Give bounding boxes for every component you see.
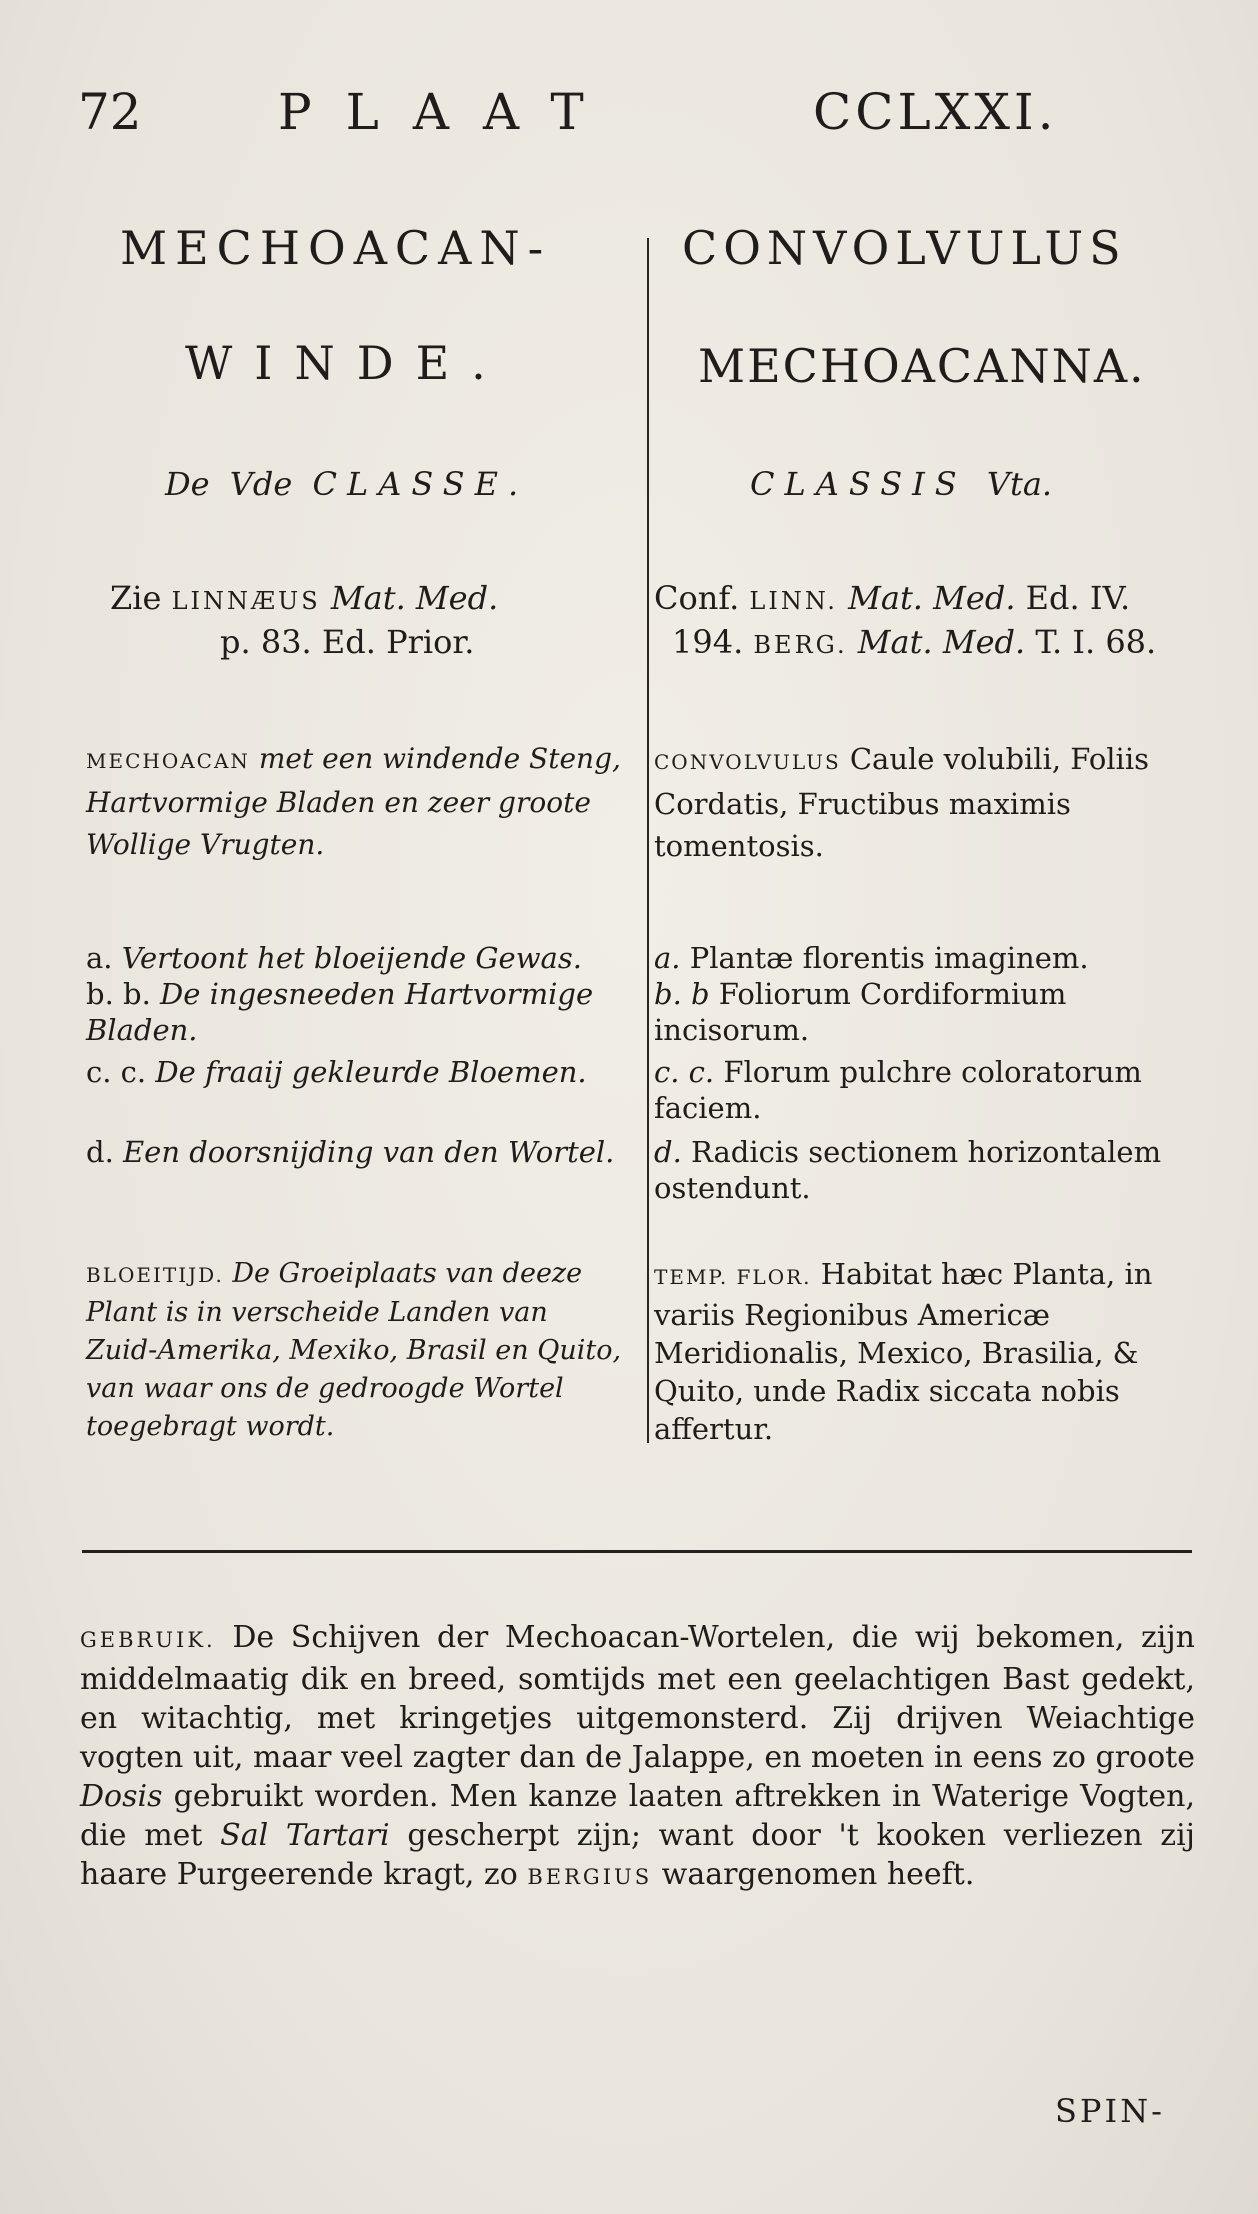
usage-sal-tartari: Sal Tartari [220, 1818, 390, 1853]
dutch-reference-line1 [110, 578, 498, 621]
dutch-desc-genus: MECHOACAN [86, 749, 250, 773]
item-text: Florum pulchre coloratorum faciem. [654, 1055, 1142, 1125]
dutch-ref-see: Zie [110, 579, 162, 617]
latin-desc-genus: CONVOLVULUS [654, 750, 841, 774]
item-text: Een doorsnijding van den Wortel. [123, 1135, 615, 1169]
dutch-description [86, 738, 626, 866]
plate-numeral: CCLXXI. [813, 83, 1058, 141]
usage-text-3: gescherpt zijn; want door 't kooken verliezen zij haare Purgeerende kragt, zo [80, 1818, 1195, 1892]
dutch-classe-prefix: De [165, 465, 210, 503]
latin-ref-matmed: Mat. Med. [848, 579, 1016, 617]
item-key: b. b [654, 977, 710, 1011]
dutch-item-d [86, 1134, 626, 1170]
dutch-title-line2: WINDE. [185, 336, 508, 390]
dutch-classe-word: CLASSE. [312, 465, 529, 503]
latin-classis [750, 465, 1052, 503]
section-divider [82, 1550, 1192, 1553]
item-key: a. [86, 941, 113, 975]
latin-ref-page: 194. [672, 623, 744, 661]
dutch-classe-num: Vde [229, 465, 293, 503]
latin-ref-tome: T. I. 68. [1035, 623, 1157, 661]
catchword: SPIN- [1055, 2092, 1165, 2130]
latin-flowering [654, 1255, 1199, 1448]
latin-item-a [654, 940, 1199, 976]
latin-ref-linn: LINN. [749, 587, 838, 615]
column-divider [647, 238, 649, 1443]
latin-item-c [654, 1054, 1199, 1126]
dutch-item-c [86, 1054, 626, 1090]
item-key: b. b. [86, 977, 151, 1011]
usage-bergius: BERGIUS [527, 1865, 653, 1889]
page-header [78, 82, 1198, 152]
plate-label: PLAAT [278, 83, 618, 141]
dutch-reference-line2: p. 83. Ed. Prior. [220, 623, 475, 661]
latin-reference-line2 [672, 622, 1156, 665]
usage-text-4: waargenomen heeft. [661, 1857, 975, 1892]
item-key: d. [86, 1135, 114, 1169]
dutch-title-line1: MECHOACAN- [120, 221, 552, 275]
dutch-flowering-label: BLOEITIJD. [86, 1263, 224, 1287]
latin-item-d [654, 1134, 1199, 1206]
latin-ref-matmed2: Mat. Med. [857, 623, 1026, 661]
dutch-item-a [86, 940, 626, 976]
item-text: Foliorum Cordiformium incisorum. [654, 977, 1067, 1047]
dutch-ref-linnaeus: LINNÆUS [171, 587, 321, 615]
dutch-classe [165, 465, 528, 503]
latin-flowering-label: TEMP. FLOR. [654, 1265, 812, 1289]
item-text: Radicis sectionem horizontalem ostendunt. [654, 1135, 1162, 1205]
dutch-ref-matmed: Mat. Med. [330, 579, 499, 617]
latin-desc-text: Caule volubili, Foliis Cordatis, Fructibus maximis tomentosis. [654, 742, 1149, 863]
item-text: Plantæ florentis imaginem. [689, 941, 1089, 975]
dutch-flowering-text: De Groeiplaats van deeze Plant is in verscheide Landen van Zuid-Amerika, Mexiko, Brasil en Quito, van waar ons de gedroogde Wortel toegebragt wordt. [86, 1258, 622, 1442]
item-key: c. c. [654, 1055, 715, 1089]
latin-classis-word: CLASSIS [750, 465, 967, 503]
page-number: 72 [78, 83, 142, 141]
latin-description [654, 738, 1199, 867]
latin-ref-conf: Conf. [654, 579, 740, 617]
dutch-flowering [86, 1255, 626, 1446]
latin-ref-berg: BERG. [753, 631, 848, 659]
usage-paragraph [80, 1618, 1195, 1897]
usage-dosis: Dosis [80, 1779, 163, 1814]
item-key: d. [654, 1135, 682, 1169]
usage-text-1: De Schijven der Mechoacan-Wortelen, die wij bekomen, zijn middelmaatig dik en breed, somtijds met een geelachtigen Bast gedekt, en witachtig, met kringetjes uitgemonsterd. Zij drijven Weiachtige vogten uit, maar veel zagter dan de Jalappe, en moeten in eens zo groote [80, 1620, 1196, 1775]
item-text: Vertoont het bloeijende Gewas. [121, 941, 582, 975]
latin-title-line1: CONVOLVULUS [682, 221, 1127, 275]
item-text: De fraaij gekleurde Bloemen. [155, 1055, 587, 1089]
item-key: a. [654, 941, 681, 975]
latin-ref-edition: Ed. IV. [1025, 579, 1131, 617]
latin-title-line2: MECHOACANNA. [698, 339, 1146, 393]
usage-label: GEBRUIK. [80, 1628, 216, 1652]
latin-classis-num: Vta. [986, 465, 1053, 503]
latin-flowering-text: Habitat hæc Planta, in variis Regionibus Americæ Meridionalis, Mexico, Brasilia, & Quito, unde Radix siccata nobis affertur. [654, 1257, 1153, 1446]
dutch-item-b [86, 976, 626, 1048]
latin-reference-line1 [654, 578, 1130, 621]
usage-text-2: gebruikt worden. Men kanze laaten aftrekken in Waterige Vogten, die met [80, 1779, 1195, 1853]
dutch-desc-text: met een windende Steng, Hartvormige Bladen en zeer groote Wollige Vrugten. [86, 742, 621, 861]
latin-item-b [654, 976, 1199, 1048]
item-key: c. c. [86, 1055, 147, 1089]
item-text: De ingesneeden Hartvormige Bladen. [86, 977, 594, 1047]
